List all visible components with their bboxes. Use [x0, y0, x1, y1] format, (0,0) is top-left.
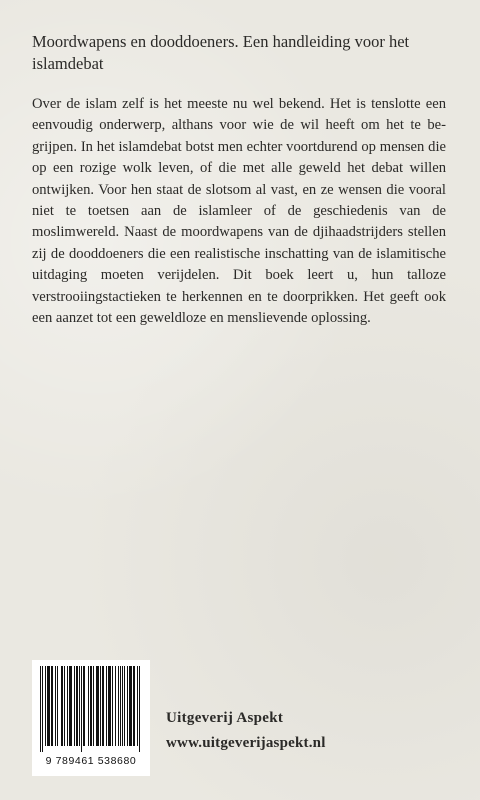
publisher-website: www.uitgeverijaspekt.nl — [166, 735, 326, 751]
isbn-number: 9 789461 538680 — [45, 755, 137, 767]
publisher-name: Uitgeverij Aspekt — [166, 710, 284, 726]
barcode-bars — [38, 666, 144, 752]
barcode — [32, 660, 150, 776]
back-cover-blurb: Over de islam zelf is het meeste nu wel bekend. Het is tenslotte een eenvoudig onderwerp, althans voor wie de wil heeft om het te begrijpen. In het islamdebat botst men echter voortdurend op mensen die op een rozige wolk leven, of die met alle geweld het debat willen ontwijken. Voor hen staat de slotsom al vast, en ze wensen die vooral niet te toetsen aan de islamleer of de geschiedenis van de moslimwereld. Naast de moordwapens van de djihaadstrijders stellen zij de dooddoeners die een realistische inschatting van de islamitische uitdaging moeten verijdelen. Dit boek leert u, hun talloze verstrooiingstactieken te herkennen en te doorprikken. Het geeft ook een aanzet tot een geweldloze en menslievende oplossing. — [32, 96, 446, 327]
book-title: Moordwapens en dooddoeners. Een handleiding voor het islamdebat — [32, 32, 410, 73]
